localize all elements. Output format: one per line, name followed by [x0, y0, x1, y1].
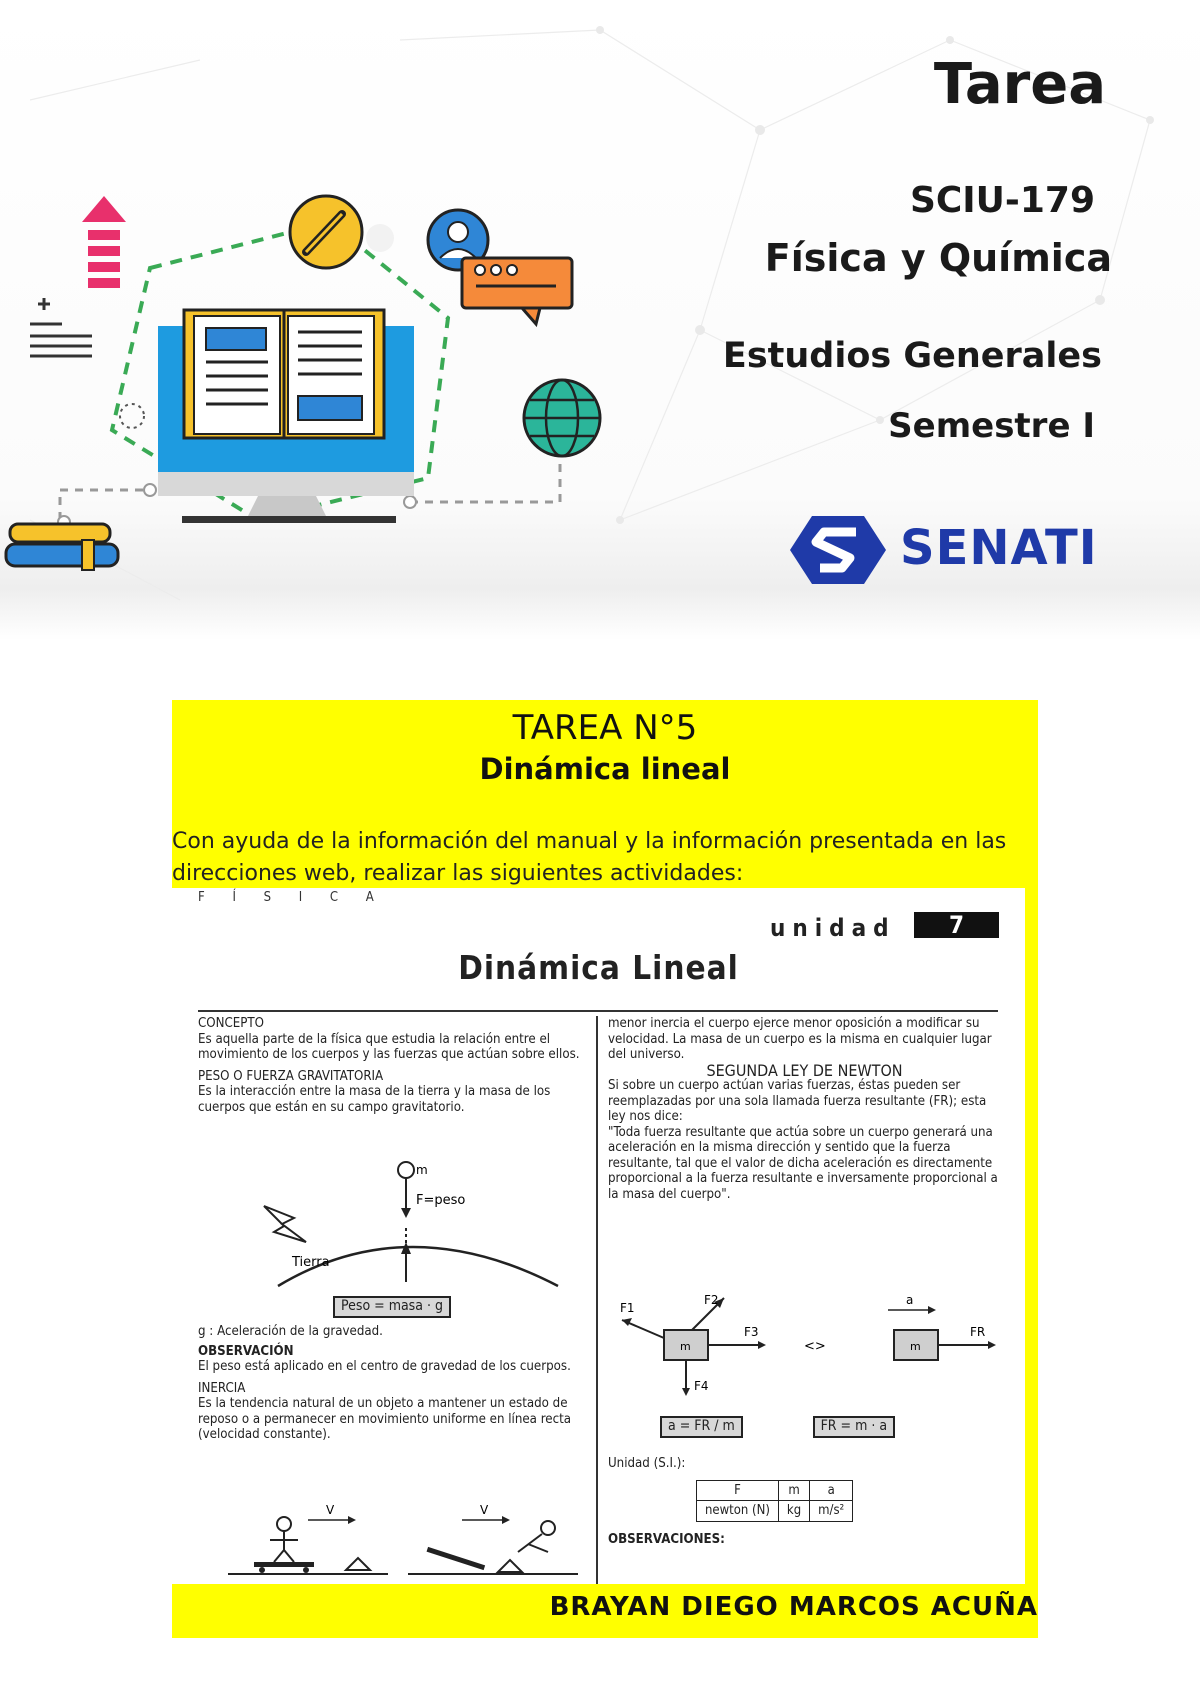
- concepto-heading: CONCEPTO: [198, 1016, 265, 1031]
- units-newton: newton (N): [697, 1501, 779, 1522]
- concepto-text: Es aquella parte de la física que estudia la relación entre el movimiento de los cuerpos y las fuerzas que actúan sobre ellos.: [198, 1031, 580, 1062]
- cover-header: [0, 0, 1200, 640]
- text-lines-icon: [30, 298, 92, 356]
- newton-law-heading: SEGUNDA LEY DE NEWTON: [706, 1060, 903, 1080]
- task-panel: [172, 700, 1038, 1638]
- peso-heading: PESO O FUERZA GRAVITATORIA: [198, 1068, 384, 1084]
- force-formula: FR = m · a: [813, 1416, 896, 1438]
- textbook-scan: [172, 888, 1025, 1584]
- weight-formula: Peso = masa · g: [333, 1296, 451, 1318]
- velocity-label-2: V: [480, 1503, 489, 1517]
- acceleration-label: a: [906, 1293, 914, 1307]
- scan-left-column: [198, 1016, 586, 1115]
- inercia-text: Es la tendencia natural de un objeto a mantener un estado de reposo o a permanecer en movimiento uniforme en línea recta (velocidad constante).: [198, 1396, 572, 1442]
- semester: Semestre I: [888, 406, 1095, 446]
- open-book-icon: [184, 310, 384, 438]
- program-name: Estudios Generales: [722, 336, 1102, 376]
- block-label-1: m: [680, 1340, 691, 1353]
- units-kg: kg: [778, 1501, 809, 1522]
- newton-formulas: [608, 1416, 1001, 1438]
- force-label-f1: F1: [620, 1301, 635, 1315]
- units-head-m: m: [778, 1480, 809, 1501]
- unit-label: unidad: [770, 914, 896, 942]
- si-units-table: [696, 1480, 853, 1522]
- senati-logo-icon: [790, 512, 886, 588]
- observacion-text: El peso está aplicado en el centro de gravedad de los cuerpos.: [198, 1359, 571, 1374]
- task-subtitle: Dinámica lineal: [479, 752, 731, 786]
- newton-law-quote: "Toda fuerza resultante que actúa sobre un cuerpo generará una aceleración en la misma dirección y sentido que la fuerza resultante, tal que el valor de dicha aceleración es directamente proporcional a la fuerza resultante e inversamente proporcional a la masa del cuerpo".: [608, 1124, 998, 1202]
- weight-formula-wrap: [198, 1296, 586, 1318]
- scan-column-divider: [596, 1016, 598, 1584]
- arrow-up-icon: [82, 196, 126, 288]
- senati-logo-text: SENATI: [900, 520, 1098, 576]
- fig-mass-label: m: [416, 1163, 428, 1177]
- user-chat-icon: [428, 210, 572, 324]
- units-head-f: F: [697, 1480, 779, 1501]
- globe-icon: [524, 380, 600, 456]
- force-label-f4: F4: [694, 1379, 709, 1393]
- cover-title: Tarea: [933, 52, 1106, 117]
- senati-logo: [790, 512, 1098, 592]
- fig-earth-label: Tierra: [292, 1255, 330, 1270]
- force-label-f3: F3: [744, 1325, 759, 1339]
- block-label-2: m: [910, 1340, 921, 1353]
- newton-law-text: Si sobre un cuerpo actúan varias fuerzas, éstas pueden ser reemplazadas por una sola llamada fuerza resultante (FR); esta ley nos dice:: [608, 1078, 987, 1124]
- task-intro: Con ayuda de la información del manual y la información presentada en las direcciones web, realizar las siguientes actividades:: [172, 829, 1007, 886]
- force-label-f2: F2: [704, 1293, 719, 1307]
- forces-figure: [608, 1292, 1003, 1396]
- task-title: TAREA N°5: [512, 708, 698, 748]
- inercia-continued-text: menor inercia el cuerpo ejerce menor oposición a modificar su velocidad. La masa de un cuerpo es la misma en cualquier lugar del universo.: [608, 1016, 992, 1062]
- observaciones-heading: OBSERVACIONES:: [608, 1531, 725, 1547]
- velocity-label-1: V: [326, 1503, 335, 1517]
- fig-weight-label: F=peso: [416, 1193, 466, 1208]
- course-name: Física y Química: [764, 236, 1112, 280]
- si-units-block: [608, 1456, 1001, 1547]
- scan-right-column: [608, 1016, 1001, 1202]
- si-units-heading: Unidad (S.I.):: [608, 1456, 686, 1471]
- scan-divider: [198, 1010, 998, 1012]
- unit-number: 7: [914, 912, 999, 938]
- force-label-fr: FR: [970, 1325, 986, 1339]
- observacion-heading: OBSERVACIÓN: [198, 1343, 294, 1359]
- scan-left-column-lower: [198, 1324, 586, 1443]
- units-ms2: m/s²: [810, 1501, 853, 1522]
- author-name: BRAYAN DIEGO MARCOS ACUÑA: [549, 1592, 1038, 1622]
- peso-text: Es la interacción entre la masa de la tierra y la masa de los cuerpos que están en su campo gravitatorio.: [198, 1084, 551, 1115]
- course-code: SCIU-179: [909, 180, 1095, 221]
- scan-title: Dinámica Lineal: [458, 948, 739, 987]
- table-row: [697, 1480, 853, 1501]
- inercia-heading: INERCIA: [198, 1380, 246, 1396]
- acceleration-formula: a = FR / m: [660, 1416, 743, 1438]
- pencil-icon: [290, 196, 362, 268]
- equivalence-symbol: <>: [804, 1339, 826, 1354]
- table-row: [697, 1501, 853, 1522]
- inertia-figure: [198, 1500, 588, 1580]
- books-icon: [6, 524, 118, 570]
- gravity-figure: [198, 1158, 588, 1288]
- loading-icon: [120, 404, 144, 428]
- scan-header-label: F Í S I C A: [198, 890, 386, 905]
- units-head-a: a: [810, 1480, 853, 1501]
- gravity-definition: g : Aceleración de la gravedad.: [198, 1324, 383, 1339]
